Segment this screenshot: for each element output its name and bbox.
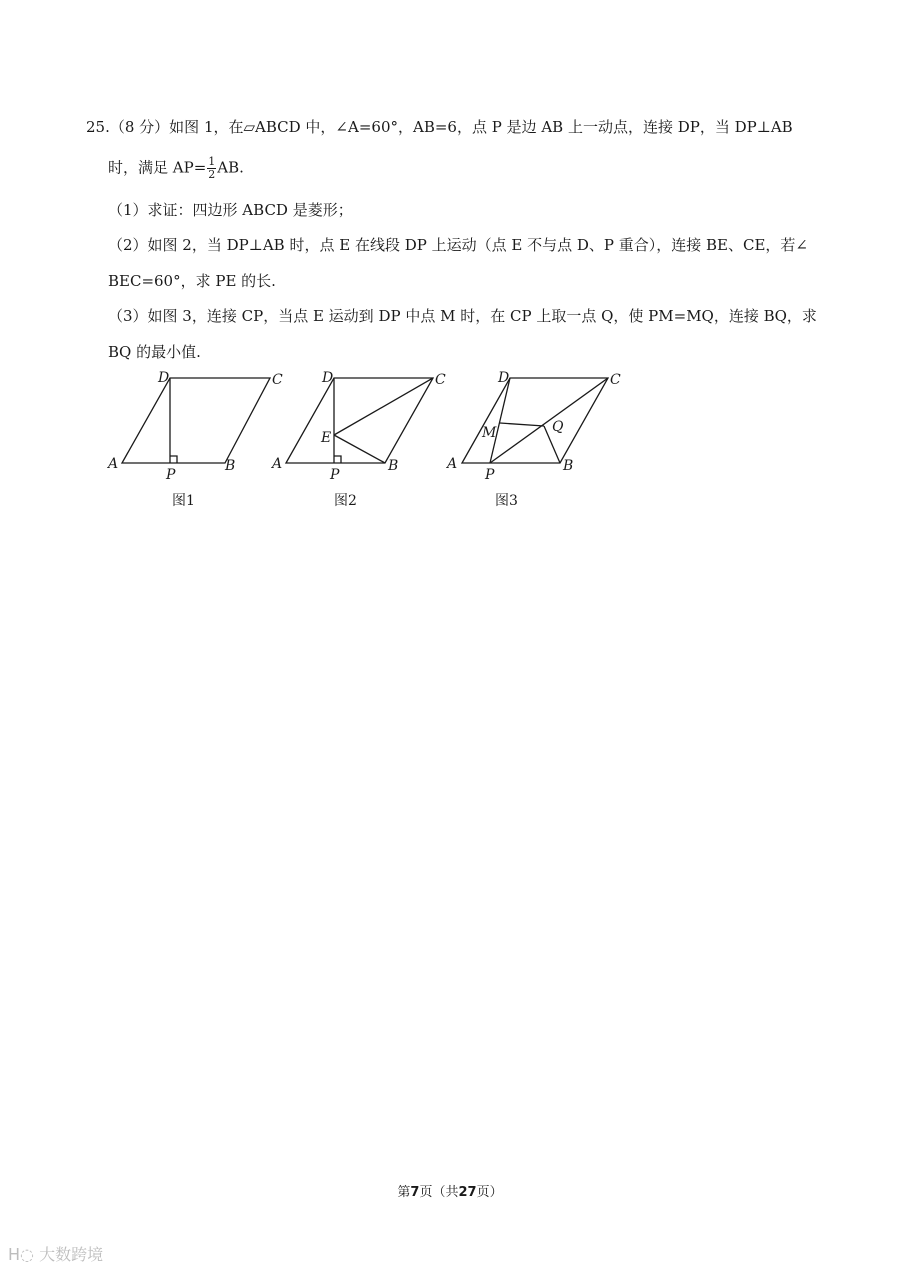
fig2-label-p: P xyxy=(330,467,340,483)
footer-middle: 页（共 xyxy=(419,1185,459,1200)
problem-stem-2a: 时，满足 AP= xyxy=(108,158,207,177)
fig2-label-b: B xyxy=(388,458,399,474)
fraction-one-half xyxy=(207,156,216,181)
fig3-label-a: A xyxy=(447,456,458,472)
fig2-segment-ec xyxy=(334,378,433,435)
fig3-label-c: C xyxy=(610,372,621,388)
problem-stem-2b: AB. xyxy=(217,158,244,177)
watermark-logo-icon: ᕼ◌ xyxy=(8,1245,34,1264)
footer-page-number: 7 xyxy=(410,1185,420,1200)
fig3-label-q: Q xyxy=(552,419,564,435)
footer-prefix: 第 xyxy=(397,1185,411,1200)
fraction-denominator: 2 xyxy=(208,168,216,181)
fig1-caption: 图1 xyxy=(172,493,195,509)
fig2-label-d: D xyxy=(322,370,334,386)
fig1-label-d: D xyxy=(158,370,170,386)
fig3-segment-mq xyxy=(500,423,544,426)
question-3-line-1: （3）如图 3，连接 CP，当点 E 运动到 DP 中点 M 时，在 CP 上取一点 Q，使 PM=MQ，连接 BQ，求 xyxy=(108,307,817,325)
question-1: （1）求证：四边形 ABCD 是菱形； xyxy=(108,201,353,219)
fraction-numerator: 1 xyxy=(208,155,216,168)
fig1-label-a: A xyxy=(108,456,119,472)
fig3-label-b: B xyxy=(563,458,574,474)
fig3-label-m: M xyxy=(482,425,497,441)
figures xyxy=(100,360,640,520)
footer-total-pages: 27 xyxy=(458,1185,477,1200)
watermark xyxy=(8,1242,103,1265)
fig3-segment-cp xyxy=(490,378,608,463)
problem-stem-1: 如图 1，在▱ABCD 中，∠A=60°，AB=6，点 P 是边 AB 上一动点，连接 DP，当 DP⊥AB xyxy=(169,118,793,136)
page-footer xyxy=(0,1181,900,1200)
footer-suffix: 页） xyxy=(476,1185,503,1200)
fig2-label-c: C xyxy=(435,372,446,388)
watermark-text: 大数跨境 xyxy=(39,1245,104,1264)
fig2-label-e: E xyxy=(321,430,332,446)
question-3-line-2: BQ 的最小值. xyxy=(108,343,201,361)
fig2-label-a: A xyxy=(272,456,283,472)
fig3-label-d: D xyxy=(498,370,510,386)
problem-stem-line-2 xyxy=(108,156,244,181)
fig2-right-angle-mark xyxy=(334,456,341,463)
question-2-line-1: （2）如图 2，当 DP⊥AB 时，点 E 在线段 DP 上运动（点 E 不与点 D、P 重合），连接 BE、CE，若∠ xyxy=(108,236,808,254)
fig2-caption: 图2 xyxy=(334,493,357,509)
fig3-caption: 图3 xyxy=(495,493,518,509)
problem-number: 25. xyxy=(86,118,110,136)
problem-score: （8 分） xyxy=(109,118,170,136)
question-2-line-2: BEC=60°，求 PE 的长. xyxy=(108,272,276,290)
fig1-label-b: B xyxy=(225,458,236,474)
figure-3-drawing xyxy=(462,378,608,463)
figure-1-drawing xyxy=(122,378,270,463)
fig3-label-p: P xyxy=(485,467,495,483)
figure-2-drawing xyxy=(286,378,433,463)
fig3-parallelogram xyxy=(462,378,608,463)
fig1-label-p: P xyxy=(166,467,176,483)
problem-stem-line-1 xyxy=(86,116,793,137)
fig1-right-angle-mark xyxy=(170,456,177,463)
fig1-label-c: C xyxy=(272,372,283,388)
fig1-parallelogram xyxy=(122,378,270,463)
